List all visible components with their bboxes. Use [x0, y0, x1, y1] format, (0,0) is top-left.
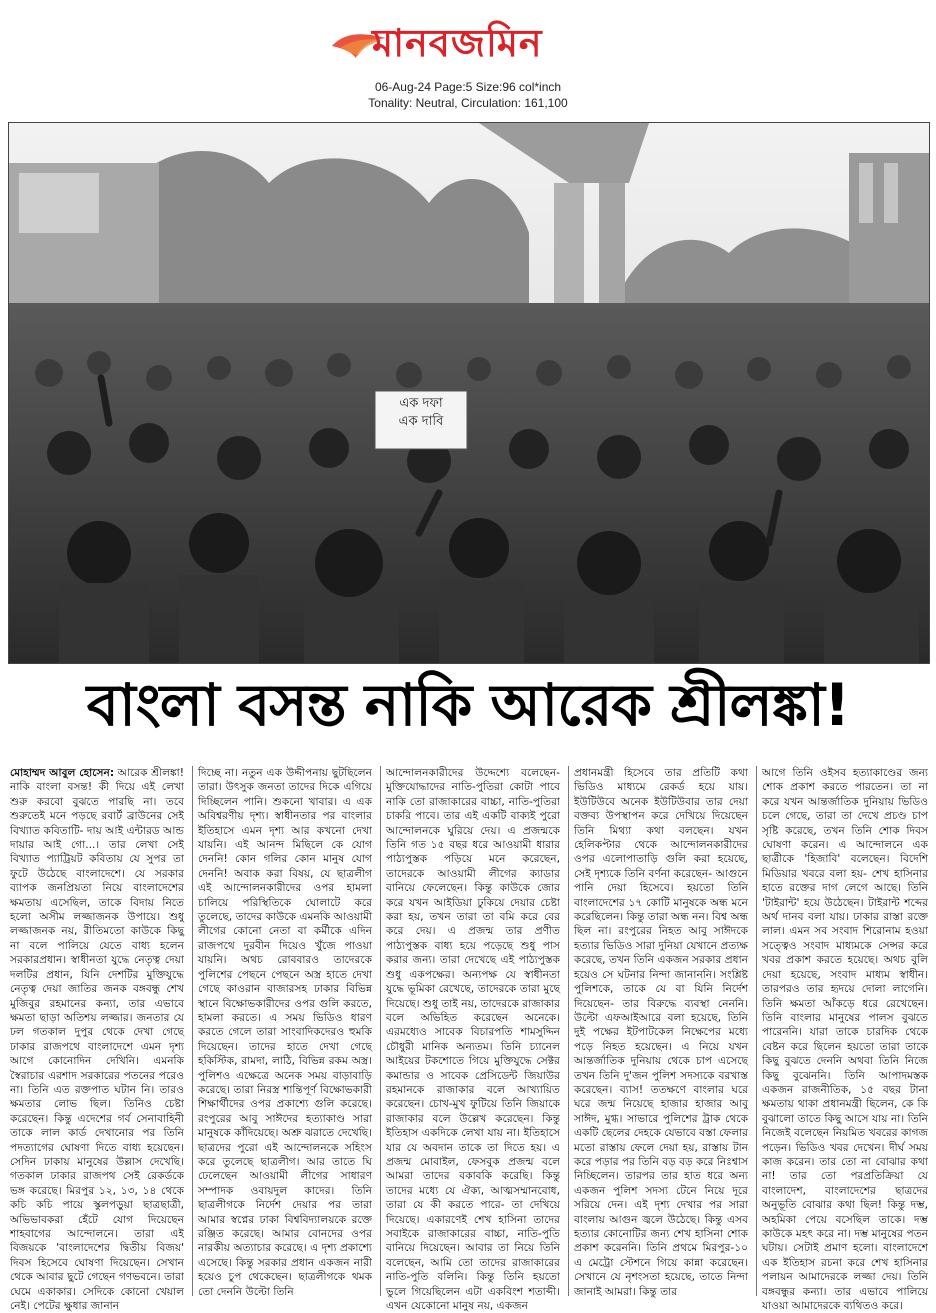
column-3-text: আন্দোলনকারীদের উদ্দেশ্যে বলেছেন- মুক্তিযোদ্ধাদের নাতি-পুতিরা কোটা পাবে নাকি তো রাজাকারের বাচ্চা, নাতি-পুতিরা চাকরি পাবে। তার এই একটি বাক্যই পুরো আন্দোলনকে ঘুরিয়ে দেয়। এ প্রজন্মকে তিনি গত ১৫ বছর ধরে আওয়ামী ধারার পাঠ্যপুস্তক পড়িয়ে মনে করেছেন, তাদেরকে আওয়ামী লীগের ক্যাডার বানিয়ে ফেলেছেন। কিন্তু কাউকে জোর করে যখন আইডিয়া ঢুকিয়ে দেয়ার চেষ্টা করা হয়, তখন তারা তা বমি করে বের করে দেয়। এ প্রজন্ম তার প্রণীত পাঠ্যপুস্তক বাধ্য হয়ে পড়েছে শুধু পাস করার জন্য। তারা দেখেছে এই পাঠ্যপুস্তক শুধু একপক্ষের। অন্যপক্ষ যে স্বাধীনতা যুদ্ধে ভূমিকা রেখেছে, তাদেরকে তারা মুছে দিয়েছে। শুধু তাই নয়, তাদেরকে রাজাকার বলে অভিহিত করেছেন অনেকে। এরমধ্যেও সাবেক বিচারপতি শামসুদ্দিন চৌধুরী মানিক অন্যতম। তিনি চ্যানেল আইয়ের টকশোতে গিয়ে মুক্তিযুদ্ধে সেক্টর কমান্ডার ও সাবেক প্রেসিডেন্ট জিয়াউর রহমানকে রাজাকার বলে আখ্যায়িত করেছেন। চোখ-মুখ ফুটিয়ে তিনি জিয়াকে রাজাকার বলে উল্লেখ করেছেন। কিন্তু ইতিহাস একদিকে লেখা যায় না। ইতিহাসে যার যে অবদান তাকে তা দিতে হয়। এ প্রজন্ম মোবাইল, ফেসবুক প্রজন্ম বলে আমরা তাদের বকাবকি করেছি। কিন্তু তাদের মধ্যে যে ঐক্য, আত্মসম্মানবোধ, তারা যে কী করতে পারে- তা দেখিয়ে দিয়েছে। একারণেই শেখ হাসিনা তাদের সবাইকে রাজাকারের বাচ্চা, নাতি-পুতি বানিয়ে দিয়েছেন। আবার তা নিয়ে তিনি বলেছেন, আমি তো তাদের রাজাকারের নাতি-পুতি বলিনি। কিন্তু তিনি হয়তো ভুলে গিয়েছিলেন এটা একবিংশ শতাব্দী। এখন যেকোনো মানুষ নয়, একজন — [386, 767, 561, 1313]
protest-placard — [377, 395, 465, 431]
article-column-3 — [386, 766, 561, 1313]
article-body — [10, 766, 928, 1313]
column-5-text: আগে তিনি ওইসব হত্যাকাণ্ডের জন্য শোক প্রকাশ করতে পারতেন। তা না করে যখন আন্তর্জাতিক দুনিয়ায় ভিডিও চলে গেছে, তারা তা দেখে প্রচণ্ড চাপ সৃষ্টি করেছে, তখন তিনি শোক দিবস ঘোষণা করেন। এ আন্দোলনে এক ছাত্রীকে 'হিজাবি' বলেছেন। বিদেশি মিডিয়ার খবরে বলা হয়- শেখ হাসিনার হাতে রক্তের দাগ লেগে আছে। তিনি 'টাইরান্ট' হয়ে উঠেছেন। টাইরান্ট শব্দের অর্থ দানব বলা যায়। ঢাকার রাস্তা রক্তে লাল। এমন সব সংবাদ শিরোনাম হওয়া সত্ত্বেও সংবাদ মাধ্যমকে সেন্সর করে খবর প্রকাশ করতে হয়েছে। অথচ বুলি দেয়া হয়েছে, সংবাদ মাধ্যম স্বাধীন। তারপরও তার হৃদয়ে দোলা লাগেনি। তিনি ক্ষমতা আঁকড়ে ধরে রেখেছেন। তিনি বাংলার মানুষের পালস বুঝতে পারেননি। যারা তাকে চারদিক থেকে বেষ্টন করে ছিলেন হয়তো তারা তাকে কিছু বুঝতে দেননি অথবা তিনি নিজে কিছু বুঝেননি। তিনি আপাদমস্তক একজন রাজনীতিক, ১৫ বছর টানা ক্ষমতায় থাকা প্রধানমন্ত্রী ছিলেন, কে কি বুঝালো তাতে কিছু আসে যায় না। তিনি নিজেই বলেছেন নিয়মিত খবরের কাগজ পড়েন। ভিডিও খবর দেখেন। দীর্ঘ সময় কাজ করেন। তার তো না বোঝার কথা না! তার তো পরপ্রতিক্রিয়া যে বাংলাদেশ, বাংলাদেশের ছাত্রদের অনুভূতি বোঝার কথা ছিল! কিন্তু দম্ভ, অহমিকা পেয়ে বসেছিল তাকে। দম্ভ কাউকে মহৎ করে না। দম্ভ মানুষের পতন ঘটায়। সেটাই প্রমাণ হলো। বাংলাদেশে এক ইতিহাস রচনা করে শেখ হাসিনার পলায়ন আমাদেরকে লজ্জা দেয়। তিনি বঙ্গবন্ধুর কন্যা। তার এভাবে পালিয়ে যাওয়া আমাদেরকে ব্যথিতও করে। — [762, 767, 928, 1313]
column-1-text: আরেক শ্রীলঙ্কা! নাকি বাংলা বসন্ত! কী দিয়ে এই লেখা শুরু করবো বুঝতে পারছি না। তবে শুরুতেই মনে পড়ছে রবার্ট ব্রাউনের সেই বিখ্যাত কবিতাটি- দায় আই এন্টারড আন্ড দায়ার আই গো...। তার লেখা সেই বিখ্যাত প্যাট্রিয়ট কবিতায় যে সুপর তা ফুটে উঠেছে বাংলাদেশে। যে সরকার ব্যাপক জনপ্রিয়তা নিয়ে বাংলাদেশের ক্ষমতায় এসেছিল, তাকে বিদায় নিতে হলো অসীম লজ্জাজনক উপায়ে। শুধু লজ্জাজনক নয়, রীতিমতো কাউকে কিছু না বলে পালিয়ে যেতে বাধ্য হলেন সরকারপ্রধান। স্বাধীনতা যুদ্ধে নেতৃত্ব দেয়া দলটির প্রধান, যিনি দেশটির মুক্তিযুদ্ধে নেতৃত্ব দেয়া জাতির জনক বঙ্গবন্ধু শেখ মুজিবুর রহমানের কন্যা, তার এভাবে ক্ষমতা ছাড়া অতিশয় লজ্জার। জনতার যে ঢল গতকাল দুপুর থেকে দেখা গেছে ঢাকার রাজপথে বাংলাদেশে এমন দৃশ্য আগে কোনোদিন দেখিনি। এমনকি স্বৈরাচার এরশাদ সরকারের পতনের পরেও না। তিনি এত রক্তপাত ঘটান নি। তারও ক্ষমতার লোভ ছিল। তিনিও চেষ্টা করেছেন। কিন্তু এদেশের গর্ব সেনাবাহিনী তাকে লাল কার্ড দেখানোর পর তিনি পদত্যাগের ঘোষণা দিতে বাধ্য হয়েছেন। সেদিন ঢাকায় মানুষের উল্লাস দেখেছি। গতকাল ঢাকার রাজপথ সেই রেকর্ডকে ভঙ্গ করেছে। মিরপুর ১২, ১৩, ১৪ থেকে কচি কচি পায়ে স্কুলপড়ুয়া ছাত্রছাত্রী, অভিভাবকরা হেঁটে যোগ দিয়েছেন শাহবাগের আন্দোলনে। তারা এই বিজয়কে 'বাংলাদেশের দ্বিতীয় বিজয়' দিবস হিসেবে ঘোষণা দিয়েছেন। সেখান থেকে আবার ছুটে গেছেন গণভবনে। তারা ঘেমে একাকার। সেদিকে কোনো খেয়াল নেই। পেটের ক্ষুধার জানান — [10, 767, 184, 1313]
crowd-photo-illustration — [9, 123, 929, 663]
protest-crowd-photo — [8, 122, 930, 664]
clipping-meta-line: 06-Aug-24 Page:5 Size:96 col*inch — [374, 80, 562, 94]
column-divider — [380, 766, 381, 1296]
article-column-4 — [574, 766, 748, 1296]
column-divider — [568, 766, 569, 1296]
placard-line-2: এক দাবি — [398, 414, 444, 429]
article-headline: বাংলা বসন্ত নাকি আরেক শ্রীলঙ্কা! — [86, 671, 850, 739]
column-2-text: দিচ্ছে না। নতুন এক উদ্দীপনায় ছুটছিলেন তারা। উৎসুক জনতা তাদের দিকে এগিয়ে দিচ্ছিলেন পানি। শুকনো খাবার। এ এক অবিশ্বরণীয় দৃশ্য। স্বাধীনতার পর বাংলার ইতিহাসে এমন দৃশ্য আর কখনো দেখা যায়নি। এই আনন্দ মিছিলে কে যোগ দেননি! কোন গলির কোন মানুষ যোগ দেননি! অবাক করা বিষয়, যে ছাত্রলীগ এই আন্দোলনকারীদের ওপর হামলা চালিয়ে পরিস্থিতিকে ঘোলাটে করে তুলেছে, তাদের কাউকে এমনকি আওয়ামী লীগের কোনো নেতা বা কর্মীকে এদিন রাজপথে দুরবীন দিয়েও খুঁজে পাওয়া যায়নি। অথচ রোববারও তাদেরকে পুলিশের পেছনে পেছনে অস্ত্র হাতে দেখা গেছে কাওরান বাজারসহ ঢাকার বিভিন্ন স্থানে বিক্ষোভকারীদের ওপর গুলি করতে, হামলা করতে। এ সময় ভিডিও ধারণ করতে গেলে তারা সাংবাদিকদেরও হুমকি দিয়েছেন। তাদের হাতে দেখা গেছে হকিস্টিক, রামদা, লাঠি, বিভিন্ন রকম অস্ত্র। পুলিশও এক্ষেত্রে অনেক সময় বাড়াবাড়ি করেছে। তারা নিরস্ত্র শান্তিপূর্ণ বিক্ষোভকারী শিক্ষার্থীদের ওপর প্রকাশ্যে গুলি করেছে। রংপুরের আবু সাঈদের হত্যাকাণ্ড সারা মানুষকে কাঁদিয়েছে। অশ্রু ঝরাতে দেখেছি। ছাত্রদের পুরো এই আন্দোলনকে সহিংস করে তুলেছে ছাত্রলীগ। আর তাতে ঘি ঢেলেছেন আওয়ামী লীগের সাধারণ সম্পাদক ওবায়দুল কাদের। তিনি ছাত্রলীগকে নির্দেশ দেয়ার পর তারা আমার স্বপ্নের ঢাকা বিশ্ববিদ্যালয়কে রক্তে রঞ্জিত করেছে। আমার বোনদের ওপর নারকীয় অত্যাচার করেছে। এ দৃশ্য প্রকাশ্যে এসেছে। কিন্তু সরকার প্রধান একজন নারী হয়েও চুপ থেকেছেন। ছাত্রলীগকে থমক তো দেননি উল্টো তিনি — [198, 767, 372, 1298]
article-column-5 — [762, 766, 928, 1313]
clipping-tonality-line: Tonality: Neutral, Circulation: 161,100 — [368, 96, 568, 110]
placard-line-1: এক দফা — [399, 396, 443, 411]
column-4-text: প্রধানমন্ত্রী হিসেবে তার প্রতিটি কথা ভিডিও মাধ্যমে রেকর্ড হয়ে যায়। ইউটিউবে অনেক ইউটিউবার তার দেয়া বক্তব্য উপস্থাপন করে দেখিয়ে দিয়েছেন তিনি মিথ্যা কথা বলছেন। যখন হেলিকপ্টার থেকে আন্দোলনকারীদের ওপর এলোপাতাড়ি গুলি করা হয়েছে, সেই দৃশ্যকে তিনি বর্ণনা করেছেন- আগুনে পানি দেয়া হিসেবে। হয়তো তিনি বাংলাদেশের ১৭ কোটি মানুষকে অন্ধ মনে করেছিলেন। কিন্তু তারা অন্ধ নন। বিশ্ব অন্ধ ছিল না। রংপুরের নিহত আবু সাঈদকে হত্যার ভিডিও সারা দুনিয়া যেখানে প্রত্যক্ষ করেছে, তখন তিনি একজন সরকার প্রধান হয়েও সে ঘটনার নিন্দা জানাননি। সংশ্লিষ্ট পুলিশকে, তাকে যে বা যিনি নির্দেশ দিয়েছেন- তার বিরুদ্ধে ব্যবস্থা নেননি। উল্টো এফআইআরে বলা হয়েছে, তিনি দুই পক্ষের ইটপাটকেল নিক্ষেপের মধ্যে পড়ে নিহত হয়েছেন। এ নিয়ে যখন আন্তর্জাতিক দুনিয়ায় থেকে চাপ এসেছে তখন তিনি দু'জন পুলিশ সদস্যকে বরখাস্ত করেছেন। ব্যাস! ততক্ষণে বাংলার ঘরে ঘরে জন্ম নিয়েছে হাজার হাজার আবু সাঈদ, মুগ্ধ। সাভারে পুলিশের ট্রাক থেকে একটি ছেলের দেহকে যেভাবে বস্তা ফেলার মতো রাস্তায় ফেলে দেয়া হয়, রাস্তায় টান করে পড়ার পর তিনি বড় বড় করে নিঃশ্বাস নিচ্ছিলেন। তারপর তার হাত ধরে অন্য একজন পুলিশ সদস্য টেনে নিয়ে দূরে সরিয়ে দেন। এই দৃশ্য দেখার পর সারা বাংলায় আগুন জ্বলে উঠেছে। কিন্তু এসব হত্যার কোনোটির জন্য শেখ হাসিনা শোক প্রকাশ করেননি। তিনি প্রথমে মিরপুর-১০ এ মেট্রো স্টেশনে গিয়ে কান্না করেছেন। সেখানে যে নৃশংসতা হয়েছে, তাতে নিন্দা জানাই আমরা। কিন্তু তার — [574, 767, 748, 1298]
article-column-2 — [198, 766, 372, 1296]
article-column-1 — [10, 766, 184, 1313]
logo-text: মানবজমিন — [372, 20, 543, 65]
masthead — [0, 0, 936, 118]
column-divider — [192, 766, 193, 1296]
author-byline: মোহাম্মদ আবুল হোসেন: — [10, 767, 115, 779]
newspaper-logo — [330, 8, 610, 72]
column-divider — [756, 766, 757, 1296]
